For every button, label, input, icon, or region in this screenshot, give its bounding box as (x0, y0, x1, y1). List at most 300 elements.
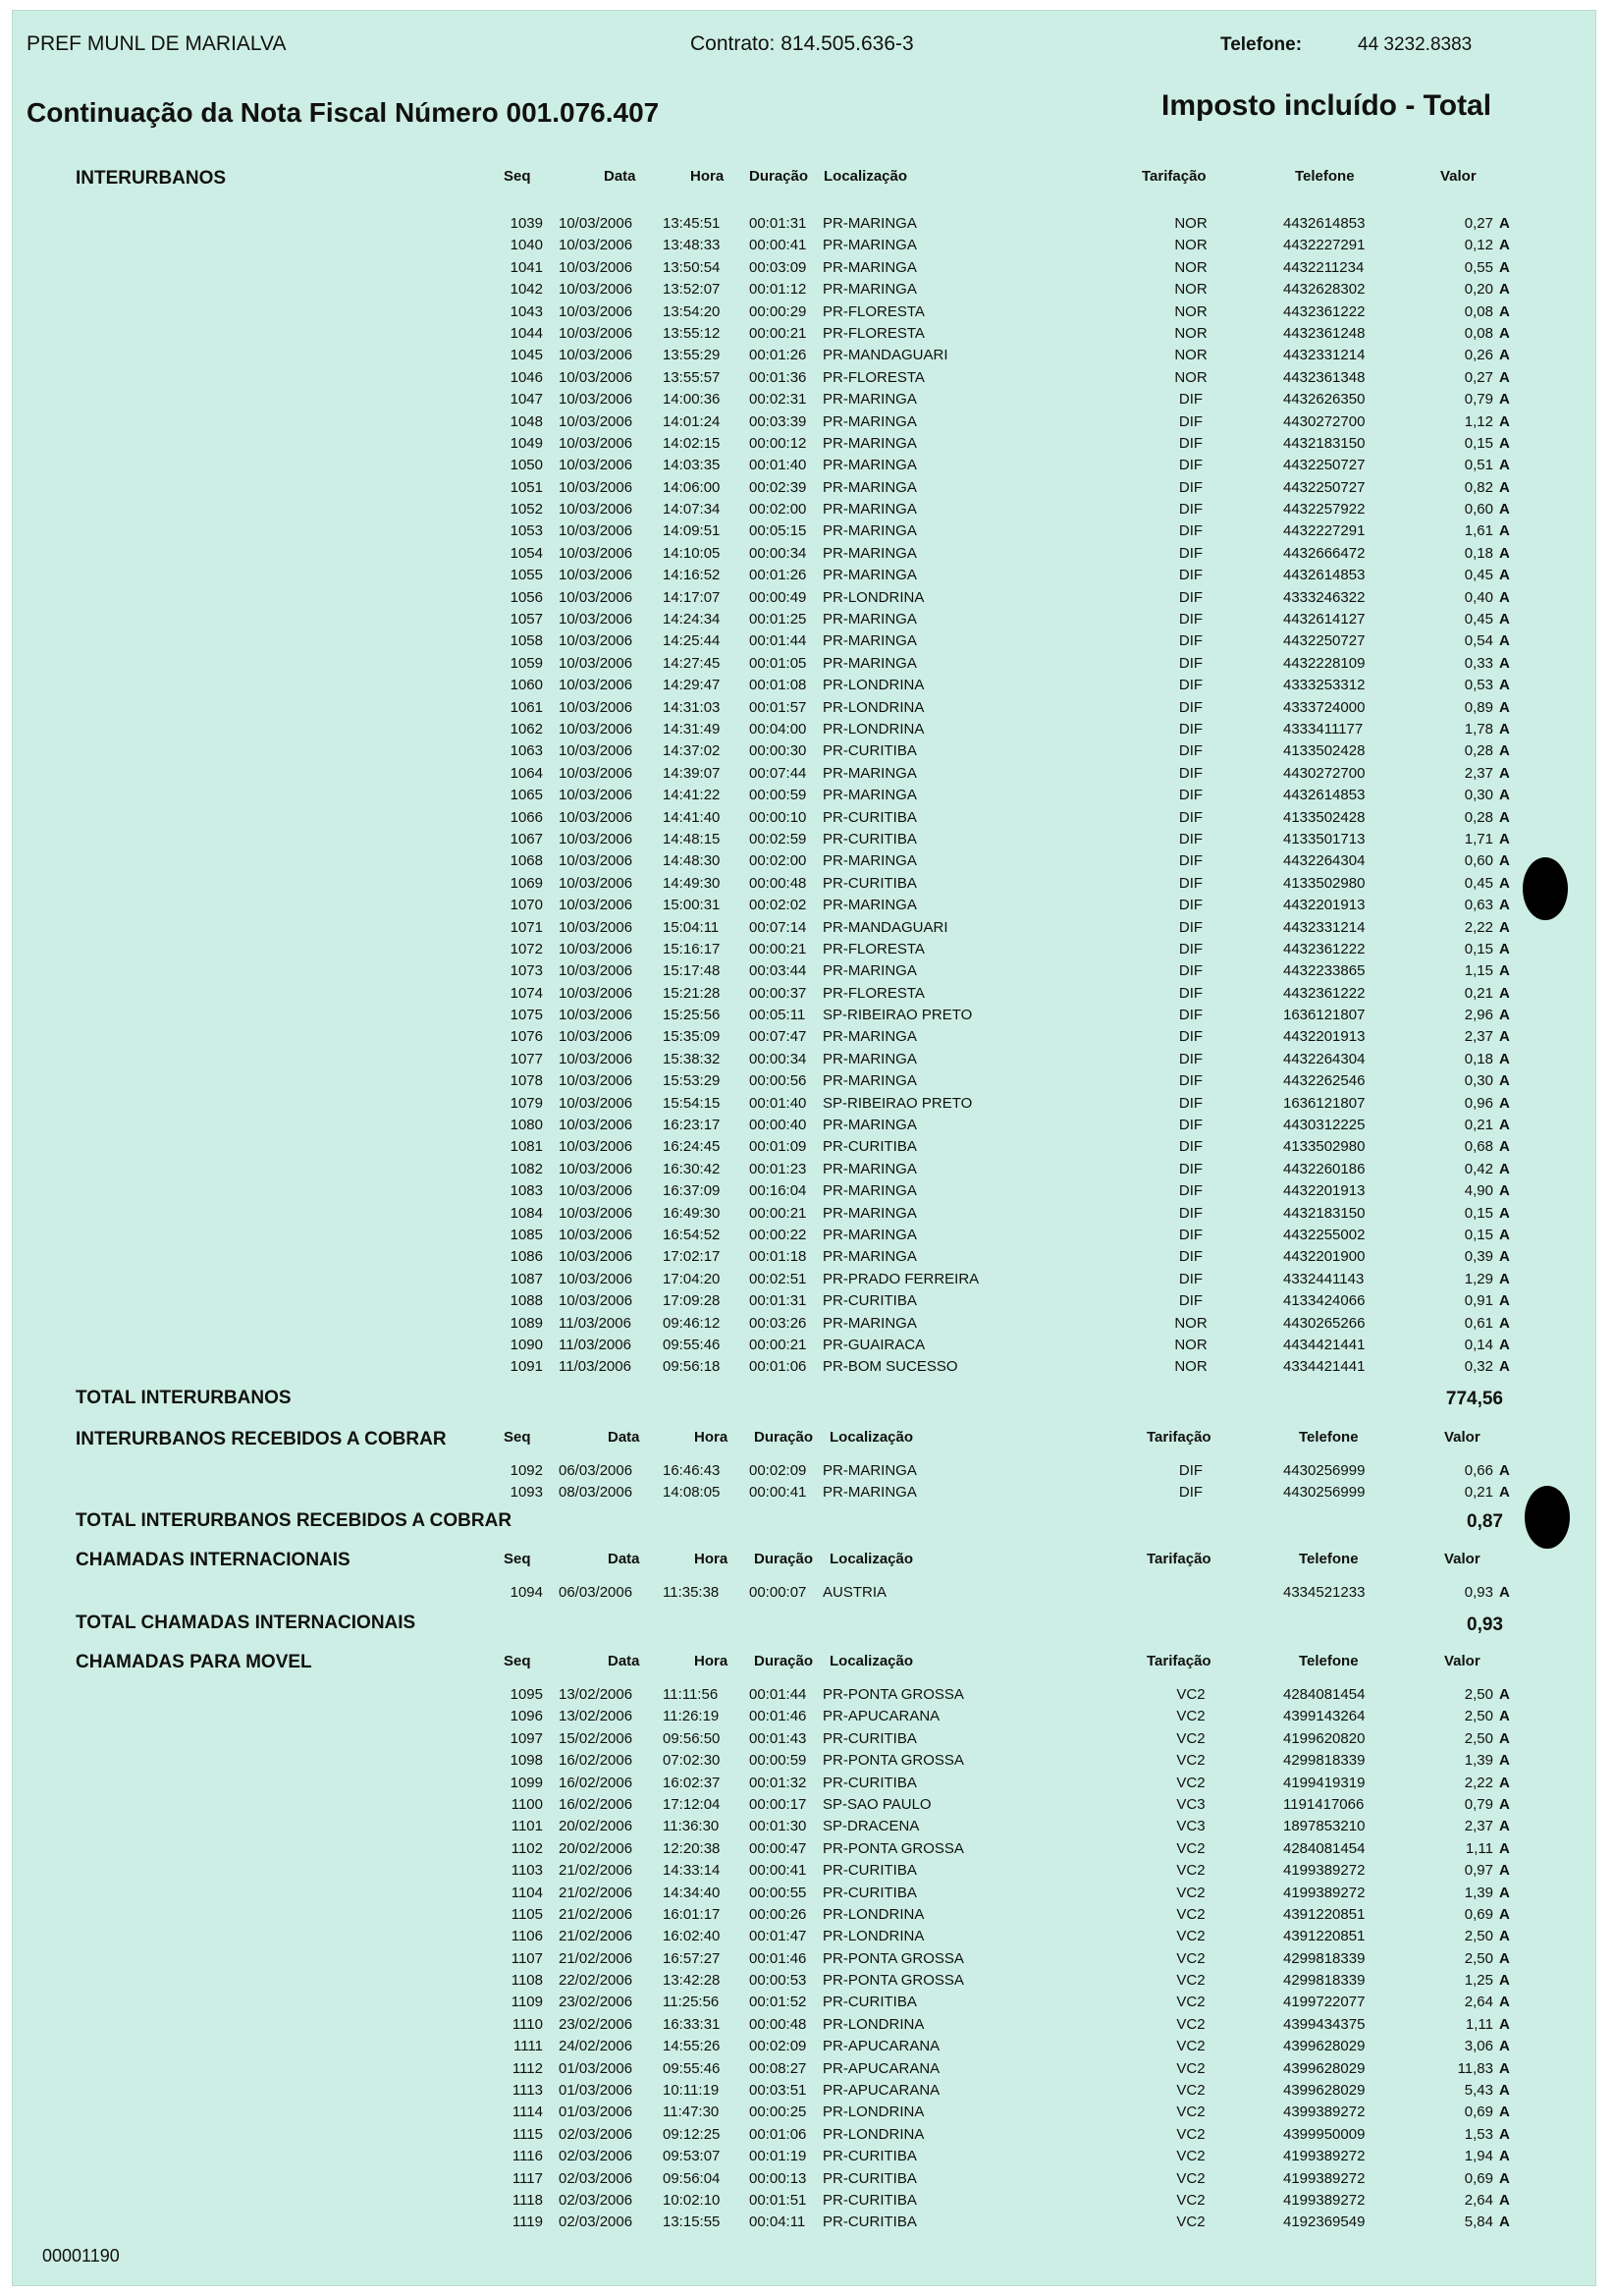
cell-tarifacao: VC2 (1176, 1994, 1206, 2011)
col-telefone: Telefone (1295, 168, 1355, 185)
cell-hora: 15:00:31 (663, 897, 721, 914)
cell-hora: 07:02:30 (663, 1752, 721, 1770)
cell-telefone: 4133502980 (1283, 874, 1366, 892)
cell-seq: 1054 (510, 544, 543, 562)
cell-telefone: 4432614853 (1283, 787, 1366, 804)
cell-data: 10/03/2006 (559, 787, 633, 804)
cell-flag: A (1499, 1117, 1510, 1134)
call-row (13, 1904, 1595, 1926)
cell-duracao: 00:07:44 (749, 764, 807, 782)
cell-telefone: 4299818339 (1283, 1949, 1366, 1967)
cell-duracao: 00:00:59 (749, 1752, 807, 1770)
cell-localizacao: PR-MARINGA (823, 1028, 917, 1046)
cell-tarifacao: DIF (1178, 1138, 1204, 1156)
cell-flag: A (1499, 1028, 1510, 1046)
cell-hora: 16:02:37 (663, 1774, 721, 1791)
total-label: TOTAL INTERURBANOS RECEBIDOS A COBRAR (76, 1510, 512, 1531)
cell-telefone: 4432361222 (1283, 940, 1366, 957)
cell-telefone: 4430256999 (1283, 1484, 1366, 1502)
cell-hora: 17:09:28 (663, 1292, 721, 1310)
call-row (13, 1005, 1595, 1026)
cell-telefone: 4432666472 (1283, 544, 1366, 562)
call-row (13, 829, 1595, 850)
cell-valor: 4,90 (1464, 1182, 1493, 1200)
cell-hora: 13:52:07 (663, 281, 721, 299)
cell-tarifacao: DIF (1178, 852, 1204, 870)
cell-hora: 14:31:03 (663, 698, 721, 716)
cell-seq: 1090 (510, 1336, 543, 1353)
cell-tarifacao: VC2 (1176, 1752, 1206, 1770)
cell-valor: 2,22 (1464, 1774, 1493, 1791)
cell-hora: 11:26:19 (663, 1708, 720, 1725)
cell-telefone: 1636121807 (1283, 1007, 1366, 1024)
cell-flag: A (1499, 501, 1510, 519)
cell-localizacao: PR-LONDRINA (823, 720, 925, 738)
cell-telefone: 4284081454 (1283, 1839, 1366, 1857)
cell-flag: A (1499, 611, 1510, 629)
cell-duracao: 00:03:09 (749, 258, 807, 276)
cell-telefone: 4432201913 (1283, 897, 1366, 914)
col-telefone: Telefone (1299, 1429, 1359, 1446)
cell-hora: 09:56:04 (663, 2169, 721, 2187)
cell-localizacao: PR-MARINGA (823, 1226, 917, 1243)
cell-data: 02/03/2006 (559, 2148, 633, 2165)
cell-tarifacao: DIF (1178, 897, 1204, 914)
cell-flag: A (1499, 1862, 1510, 1880)
cell-tarifacao: NOR (1174, 215, 1208, 232)
section-title-internacionais: CHAMADAS INTERNACIONAIS (76, 1550, 350, 1570)
cell-duracao: 00:01:44 (749, 632, 807, 650)
cell-data: 11/03/2006 (559, 1336, 631, 1353)
cell-flag: A (1499, 1752, 1510, 1770)
call-row (13, 1159, 1595, 1180)
cell-valor: 0,15 (1464, 1204, 1493, 1222)
cell-localizacao: PR-CURITIBA (823, 1729, 917, 1747)
call-list (13, 1684, 1595, 2234)
cell-telefone: 4399628029 (1283, 2082, 1366, 2100)
cell-flag: A (1499, 632, 1510, 650)
cell-flag: A (1499, 1138, 1510, 1156)
cell-tarifacao: DIF (1178, 787, 1204, 804)
cell-flag: A (1499, 368, 1510, 386)
cell-valor: 5,43 (1464, 2082, 1493, 2100)
call-row (13, 1992, 1595, 2013)
cell-valor: 1,39 (1464, 1884, 1493, 1901)
cell-hora: 15:53:29 (663, 1072, 721, 1090)
call-row (13, 1136, 1595, 1158)
cell-valor: 2,22 (1464, 918, 1493, 936)
col-duracao: Duração (754, 1429, 814, 1446)
cell-telefone: 4432614853 (1283, 567, 1366, 584)
cell-flag: A (1499, 962, 1510, 980)
cell-localizacao: PR-MARINGA (823, 391, 917, 409)
call-row (13, 2102, 1595, 2123)
invoice-title: Continuação da Nota Fiscal Número 001.076.407 (27, 97, 660, 128)
cell-valor: 0,42 (1464, 1160, 1493, 1177)
cell-hora: 09:46:12 (663, 1314, 721, 1332)
cell-localizacao: PR-MARINGA (823, 215, 917, 232)
cell-tarifacao: DIF (1178, 412, 1204, 430)
cell-hora: 14:33:14 (663, 1862, 721, 1880)
cell-data: 10/03/2006 (559, 1072, 633, 1090)
cell-tarifacao: DIF (1178, 764, 1204, 782)
cell-seq: 1114 (511, 2104, 543, 2121)
cell-data: 10/03/2006 (559, 830, 633, 847)
cell-hora: 14:41:40 (663, 808, 721, 826)
cell-localizacao: PR-MARINGA (823, 611, 917, 629)
section-title-recebidos-a-cobrar: INTERURBANOS RECEBIDOS A COBRAR (76, 1429, 447, 1449)
cell-tarifacao: VC2 (1176, 1949, 1206, 1967)
cell-data: 10/03/2006 (559, 302, 633, 320)
cell-valor: 0,08 (1464, 324, 1493, 342)
cell-hora: 16:01:17 (663, 1905, 721, 1923)
call-row (13, 543, 1595, 565)
cell-hora: 13:55:57 (663, 368, 721, 386)
cell-seq: 1088 (510, 1292, 543, 1310)
cell-duracao: 00:01:52 (749, 1994, 807, 2011)
cell-localizacao: PR-PONTA GROSSA (823, 1949, 964, 1967)
cell-flag: A (1499, 302, 1510, 320)
cell-seq: 1116 (511, 2148, 543, 2165)
cell-hora: 14:00:36 (663, 391, 721, 409)
cell-valor: 0,45 (1464, 567, 1493, 584)
cell-telefone: 4432264304 (1283, 852, 1366, 870)
cell-flag: A (1499, 2169, 1510, 2187)
cell-duracao: 00:01:26 (749, 347, 807, 364)
cell-duracao: 00:00:55 (749, 1884, 807, 1901)
cell-seq: 1051 (510, 478, 543, 496)
cell-duracao: 00:01:47 (749, 1928, 807, 1945)
call-row (13, 1773, 1595, 1794)
cell-duracao: 00:00:29 (749, 302, 807, 320)
cell-flag: A (1499, 2214, 1510, 2231)
cell-flag: A (1499, 1774, 1510, 1791)
cell-localizacao: PR-MARINGA (823, 897, 917, 914)
cell-flag: A (1499, 1160, 1510, 1177)
cell-data: 10/03/2006 (559, 544, 633, 562)
cell-flag: A (1499, 434, 1510, 452)
cell-telefone: 4199389272 (1283, 1862, 1366, 1880)
cell-data: 21/02/2006 (559, 1928, 633, 1945)
cell-seq: 1097 (510, 1729, 543, 1747)
cell-seq: 1107 (511, 1949, 543, 1967)
cell-tarifacao: VC2 (1176, 2169, 1206, 2187)
cell-hora: 14:48:15 (663, 830, 721, 847)
cell-valor: 0,28 (1464, 742, 1493, 760)
call-row (13, 1269, 1595, 1290)
col-seq: Seq (504, 1551, 531, 1567)
cell-flag: A (1499, 522, 1510, 540)
total-label: TOTAL CHAMADAS INTERNACIONAIS (76, 1613, 416, 1633)
cell-localizacao: PR-MARINGA (823, 852, 917, 870)
cell-localizacao: PR-MARINGA (823, 1050, 917, 1067)
cell-hora: 11:25:56 (663, 1994, 720, 2011)
cell-telefone: 4199389272 (1283, 2148, 1366, 2165)
cell-telefone: 4432331214 (1283, 347, 1366, 364)
cell-duracao: 00:01:05 (749, 654, 807, 672)
cell-duracao: 00:03:51 (749, 2082, 807, 2100)
cell-seq: 1096 (510, 1708, 543, 1725)
cell-duracao: 00:00:22 (749, 1226, 807, 1243)
cell-seq: 1052 (510, 501, 543, 519)
cell-valor: 1,78 (1464, 720, 1493, 738)
cell-tarifacao: DIF (1178, 1292, 1204, 1310)
cell-valor: 2,50 (1464, 1686, 1493, 1703)
call-row (13, 279, 1595, 301)
cell-valor: 0,79 (1464, 1795, 1493, 1813)
cell-telefone: 4430256999 (1283, 1462, 1366, 1479)
cell-tarifacao: NOR (1174, 237, 1208, 254)
cell-flag: A (1499, 478, 1510, 496)
cell-seq: 1104 (511, 1884, 543, 1901)
cell-seq: 1045 (510, 347, 543, 364)
cell-localizacao: PR-FLORESTA (823, 940, 925, 957)
cell-data: 10/03/2006 (559, 1160, 633, 1177)
cell-telefone: 4432614853 (1283, 215, 1366, 232)
cell-valor: 0,91 (1464, 1292, 1493, 1310)
cell-duracao: 00:01:51 (749, 2191, 807, 2209)
cell-tarifacao: VC2 (1176, 1905, 1206, 1923)
cell-flag: A (1499, 391, 1510, 409)
cell-localizacao: PR-MARINGA (823, 764, 917, 782)
cell-hora: 09:12:25 (663, 2125, 721, 2143)
cell-data: 10/03/2006 (559, 962, 633, 980)
call-row (13, 939, 1595, 960)
cell-flag: A (1499, 1972, 1510, 1990)
cell-telefone: 4332441143 (1283, 1270, 1365, 1287)
cell-telefone: 4432628302 (1283, 281, 1366, 299)
cell-hora: 16:54:52 (663, 1226, 721, 1243)
cell-data: 10/03/2006 (559, 1248, 633, 1266)
cell-tarifacao: VC2 (1176, 2191, 1206, 2209)
cell-flag: A (1499, 258, 1510, 276)
cell-hora: 15:21:28 (663, 984, 721, 1002)
call-row (13, 477, 1595, 499)
cell-data: 10/03/2006 (559, 1117, 633, 1134)
cell-data: 10/03/2006 (559, 654, 633, 672)
cell-telefone: 4334521233 (1283, 1584, 1366, 1601)
cell-hora: 15:04:11 (663, 918, 720, 936)
cell-telefone: 4133502428 (1283, 742, 1366, 760)
cell-telefone: 4391220851 (1283, 1928, 1366, 1945)
cell-tarifacao: DIF (1178, 522, 1204, 540)
cell-flag: A (1499, 1994, 1510, 2011)
cell-seq: 1087 (510, 1270, 543, 1287)
cell-tarifacao: VC2 (1176, 1972, 1206, 1990)
cell-data: 10/03/2006 (559, 1204, 633, 1222)
cell-data: 10/03/2006 (559, 764, 633, 782)
cell-flag: A (1499, 1270, 1510, 1287)
cell-seq: 1094 (510, 1584, 543, 1601)
col-tarifacao: Tarifação (1147, 1653, 1211, 1669)
cell-hora: 13:55:12 (663, 324, 721, 342)
cell-valor: 1,11 (1465, 2015, 1493, 2033)
cell-data: 10/03/2006 (559, 1270, 633, 1287)
cell-hora: 14:09:51 (663, 522, 721, 540)
total-value: 0,87 (1467, 1511, 1503, 1532)
cell-telefone: 4399628029 (1283, 2059, 1366, 2077)
cell-localizacao: PR-APUCARANA (823, 2038, 941, 2055)
cell-seq: 1050 (510, 457, 543, 474)
cell-localizacao: PR-LONDRINA (823, 2104, 925, 2121)
cell-telefone: 4432228109 (1283, 654, 1366, 672)
cell-telefone: 4391220851 (1283, 1905, 1366, 1923)
cell-flag: A (1499, 2191, 1510, 2209)
cell-localizacao: PR-MARINGA (823, 1248, 917, 1266)
col-localizacao: Localização (830, 1653, 914, 1669)
cell-duracao: 00:02:59 (749, 830, 807, 847)
cell-localizacao: PR-MARINGA (823, 962, 917, 980)
cell-flag: A (1499, 567, 1510, 584)
cell-flag: A (1499, 830, 1510, 847)
cell-valor: 1,94 (1464, 2148, 1493, 2165)
call-row (13, 2014, 1595, 2036)
call-row (13, 455, 1595, 476)
cell-seq: 1113 (511, 2082, 543, 2100)
col-data: Data (608, 1429, 640, 1446)
cell-duracao: 00:00:26 (749, 1905, 807, 1923)
cell-tarifacao: DIF (1178, 1484, 1204, 1502)
total-value: 0,93 (1467, 1614, 1503, 1635)
cell-valor: 1,39 (1464, 1752, 1493, 1770)
cell-seq: 1053 (510, 522, 543, 540)
cell-valor: 2,96 (1464, 1007, 1493, 1024)
cell-flag: A (1499, 1905, 1510, 1923)
cell-flag: A (1499, 1072, 1510, 1090)
cell-telefone: 4432201913 (1283, 1028, 1366, 1046)
cell-duracao: 00:02:09 (749, 1462, 807, 1479)
cell-tarifacao: DIF (1178, 1462, 1204, 1479)
cell-seq: 1095 (510, 1686, 543, 1703)
cell-localizacao: PR-CURITIBA (823, 2148, 917, 2165)
cell-flag: A (1499, 2104, 1510, 2121)
cell-hora: 14:27:45 (663, 654, 721, 672)
cell-flag: A (1499, 1226, 1510, 1243)
cell-localizacao: SP-RIBEIRAO PRETO (823, 1007, 973, 1024)
cell-seq: 1099 (510, 1774, 543, 1791)
cell-flag: A (1499, 654, 1510, 672)
cell-duracao: 00:02:31 (749, 391, 807, 409)
cell-localizacao: PR-CURITIBA (823, 1994, 917, 2011)
cell-tarifacao: VC2 (1176, 1686, 1206, 1703)
call-row (13, 301, 1595, 323)
cell-localizacao: PR-MANDAGUARI (823, 347, 948, 364)
cell-hora: 17:02:17 (663, 1248, 721, 1266)
cell-valor: 0,15 (1464, 940, 1493, 957)
cell-localizacao: PR-BOM SUCESSO (823, 1358, 958, 1376)
cell-valor: 0,53 (1464, 677, 1493, 694)
cell-duracao: 00:01:06 (749, 1358, 807, 1376)
call-row (13, 389, 1595, 410)
cell-telefone: 4432227291 (1283, 522, 1366, 540)
cell-valor: 2,50 (1464, 1949, 1493, 1967)
cell-tarifacao: VC2 (1176, 2214, 1206, 2231)
cell-duracao: 00:00:49 (749, 588, 807, 606)
cell-duracao: 00:00:21 (749, 940, 807, 957)
cell-valor: 2,37 (1464, 764, 1493, 782)
cell-localizacao: PR-CURITIBA (823, 874, 917, 892)
cell-seq: 1108 (511, 1972, 543, 1990)
col-localizacao: Localização (830, 1429, 914, 1446)
section-title-movel: CHAMADAS PARA MOVEL (76, 1652, 312, 1672)
call-row (13, 1290, 1595, 1312)
cell-telefone: 4432361222 (1283, 302, 1366, 320)
call-row (13, 1460, 1595, 1482)
cell-localizacao: PR-MARINGA (823, 1204, 917, 1222)
cell-localizacao: PR-CURITIBA (823, 1884, 917, 1901)
cell-localizacao: PR-MARINGA (823, 567, 917, 584)
cell-localizacao: PR-MARINGA (823, 654, 917, 672)
call-row (13, 1684, 1595, 1706)
cell-hora: 14:10:05 (663, 544, 721, 562)
cell-valor: 2,37 (1464, 1028, 1493, 1046)
cell-tarifacao: DIF (1178, 1204, 1204, 1222)
cell-duracao: 00:00:41 (749, 1484, 807, 1502)
cell-seq: 1098 (510, 1752, 543, 1770)
cell-seq: 1067 (510, 830, 543, 847)
call-row (13, 1838, 1595, 1860)
cell-hora: 13:42:28 (663, 1972, 721, 1990)
cell-localizacao: PR-MARINGA (823, 478, 917, 496)
cell-data: 02/03/2006 (559, 2125, 633, 2143)
page-code: 00001190 (42, 2246, 120, 2266)
cell-telefone: 4333724000 (1283, 698, 1366, 716)
col-hora: Hora (694, 1429, 728, 1446)
cell-tarifacao: DIF (1178, 830, 1204, 847)
cell-valor: 0,15 (1464, 1226, 1493, 1243)
cell-hora: 17:04:20 (663, 1270, 721, 1287)
cell-valor: 1,12 (1464, 412, 1493, 430)
cell-duracao: 00:02:00 (749, 501, 807, 519)
cell-seq: 1072 (510, 940, 543, 957)
cell-data: 20/02/2006 (559, 1839, 633, 1857)
cell-valor: 1,71 (1464, 830, 1493, 847)
cell-telefone: 4432361348 (1283, 368, 1366, 386)
call-row (13, 1860, 1595, 1882)
cell-seq: 1086 (510, 1248, 543, 1266)
cell-duracao: 00:01:31 (749, 215, 807, 232)
call-row (13, 675, 1595, 696)
cell-localizacao: PR-FLORESTA (823, 984, 925, 1002)
cell-flag: A (1499, 2082, 1510, 2100)
cell-data: 10/03/2006 (559, 501, 633, 519)
cell-valor: 0,68 (1464, 1138, 1493, 1156)
cell-flag: A (1499, 412, 1510, 430)
cell-tarifacao: VC2 (1176, 2038, 1206, 2055)
cell-telefone: 4399434375 (1283, 2015, 1366, 2033)
cell-flag: A (1499, 1204, 1510, 1222)
cell-tarifacao: DIF (1178, 457, 1204, 474)
call-row (13, 653, 1595, 675)
cell-flag: A (1499, 677, 1510, 694)
cell-valor: 0,45 (1464, 874, 1493, 892)
total-label: TOTAL INTERURBANOS (76, 1388, 292, 1408)
cell-data: 13/02/2006 (559, 1686, 633, 1703)
cell-seq: 1039 (510, 215, 543, 232)
cell-seq: 1106 (511, 1928, 543, 1945)
call-row (13, 1970, 1595, 1992)
cell-localizacao: PR-CURITIBA (823, 1862, 917, 1880)
cell-tarifacao: NOR (1174, 302, 1208, 320)
cell-seq: 1065 (510, 787, 543, 804)
call-row (13, 1750, 1595, 1772)
cell-flag: A (1499, 1094, 1510, 1112)
cell-tarifacao: NOR (1174, 324, 1208, 342)
cell-hora: 13:54:20 (663, 302, 721, 320)
cell-flag: A (1499, 1884, 1510, 1901)
cell-valor: 0,27 (1464, 215, 1493, 232)
cell-data: 10/03/2006 (559, 457, 633, 474)
